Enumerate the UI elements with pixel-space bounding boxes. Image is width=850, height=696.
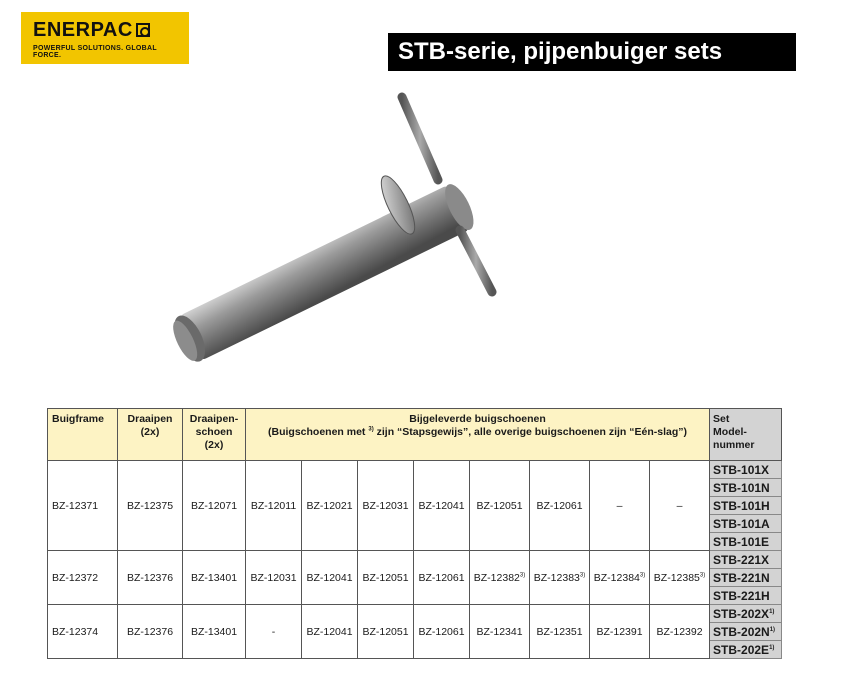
shoe-cell: BZ-12041 bbox=[302, 551, 358, 605]
model-cell: STB-101E bbox=[710, 533, 782, 551]
model-cell: STB-101X bbox=[710, 461, 782, 479]
model-cell: STB-101A bbox=[710, 515, 782, 533]
shoe-cell: BZ-12385$^{3)}$ bbox=[650, 551, 710, 605]
spec-table bbox=[47, 408, 782, 659]
shoe-cell: BZ-12061 bbox=[530, 461, 590, 551]
model-cell: STB-$202N^{1)}$ bbox=[710, 623, 782, 641]
shoe-cell: BZ-12041 bbox=[414, 461, 470, 551]
page-title: STB-serie, pijpenbuiger sets bbox=[388, 33, 796, 71]
shoe-cell: BZ-12031 bbox=[358, 461, 414, 551]
table-header-row bbox=[48, 409, 782, 461]
model-cell: STB-101N bbox=[710, 479, 782, 497]
logo-mark-icon bbox=[136, 23, 150, 37]
shoe-cell: BZ-12392 bbox=[650, 605, 710, 659]
pin-cell: BZ-12376 bbox=[118, 551, 183, 605]
table-row bbox=[48, 551, 782, 569]
shoe-cell: BZ-12011 bbox=[246, 461, 302, 551]
pin-shoe-cell: BZ-13401 bbox=[183, 551, 246, 605]
shoe-cell: BZ-12351 bbox=[530, 605, 590, 659]
shoe-cell: - bbox=[246, 605, 302, 659]
shoe-cell: BZ-12061 bbox=[414, 605, 470, 659]
shoe-cell: BZ-12341 bbox=[470, 605, 530, 659]
frame-cell: BZ-12371 bbox=[48, 461, 118, 551]
model-cell: STB-$202E^{1)}$ bbox=[710, 641, 782, 659]
shoe-cell: BZ-12051 bbox=[470, 461, 530, 551]
header-pin: Draaipen (2x) bbox=[118, 409, 183, 461]
header-pin-shoe: Draaipen- schoen (2x) bbox=[183, 409, 246, 461]
shoe-cell: BZ-12382$^{3)}$ bbox=[470, 551, 530, 605]
pin-cell: BZ-12375 bbox=[118, 461, 183, 551]
shoe-cell: BZ-12391 bbox=[590, 605, 650, 659]
pin-shoe-cell: BZ-13401 bbox=[183, 605, 246, 659]
header-model: Set Model- nummer bbox=[710, 409, 782, 461]
model-cell: STB-221X bbox=[710, 551, 782, 569]
table-row bbox=[48, 461, 782, 479]
logo-brand: ENERPAC bbox=[33, 19, 133, 41]
pin-cell: BZ-12376 bbox=[118, 605, 183, 659]
frame-cell: BZ-12374 bbox=[48, 605, 118, 659]
handle-rod-top bbox=[402, 97, 438, 180]
model-cell: STB-$202X^{1)}$ bbox=[710, 605, 782, 623]
shoe-cell: – bbox=[590, 461, 650, 551]
header-frame: Buigframe bbox=[48, 409, 118, 461]
shoe-cell: BZ-12051 bbox=[358, 551, 414, 605]
pin-shaft bbox=[167, 180, 479, 367]
handle-rod-bottom bbox=[460, 230, 492, 292]
shoe-cell: BZ-12384$^{3)}$ bbox=[590, 551, 650, 605]
logo-tagline: POWERFUL SOLUTIONS. GLOBAL FORCE. bbox=[33, 45, 157, 59]
shoe-cell: BZ-12031 bbox=[246, 551, 302, 605]
pin-product-image bbox=[140, 85, 520, 385]
shoe-cell: BZ-12051 bbox=[358, 605, 414, 659]
header-shoes: Bijgeleverde buigschoenen (Buigschoenen met $^{3)}$ zijn “Stapsgewijs”, alle overige buigschoenen zijn “Eén-slag”) bbox=[246, 409, 710, 461]
model-cell: STB-221H bbox=[710, 587, 782, 605]
model-cell: STB-221N bbox=[710, 569, 782, 587]
shoe-cell: BZ-12383$^{3)}$ bbox=[530, 551, 590, 605]
frame-cell: BZ-12372 bbox=[48, 551, 118, 605]
table-row bbox=[48, 605, 782, 623]
shoe-cell: – bbox=[650, 461, 710, 551]
enerpac-logo bbox=[21, 12, 189, 64]
shoe-cell: BZ-12061 bbox=[414, 551, 470, 605]
model-cell: STB-101H bbox=[710, 497, 782, 515]
shoe-cell: BZ-12021 bbox=[302, 461, 358, 551]
shoe-cell: BZ-12041 bbox=[302, 605, 358, 659]
pin-shoe-cell: BZ-12071 bbox=[183, 461, 246, 551]
